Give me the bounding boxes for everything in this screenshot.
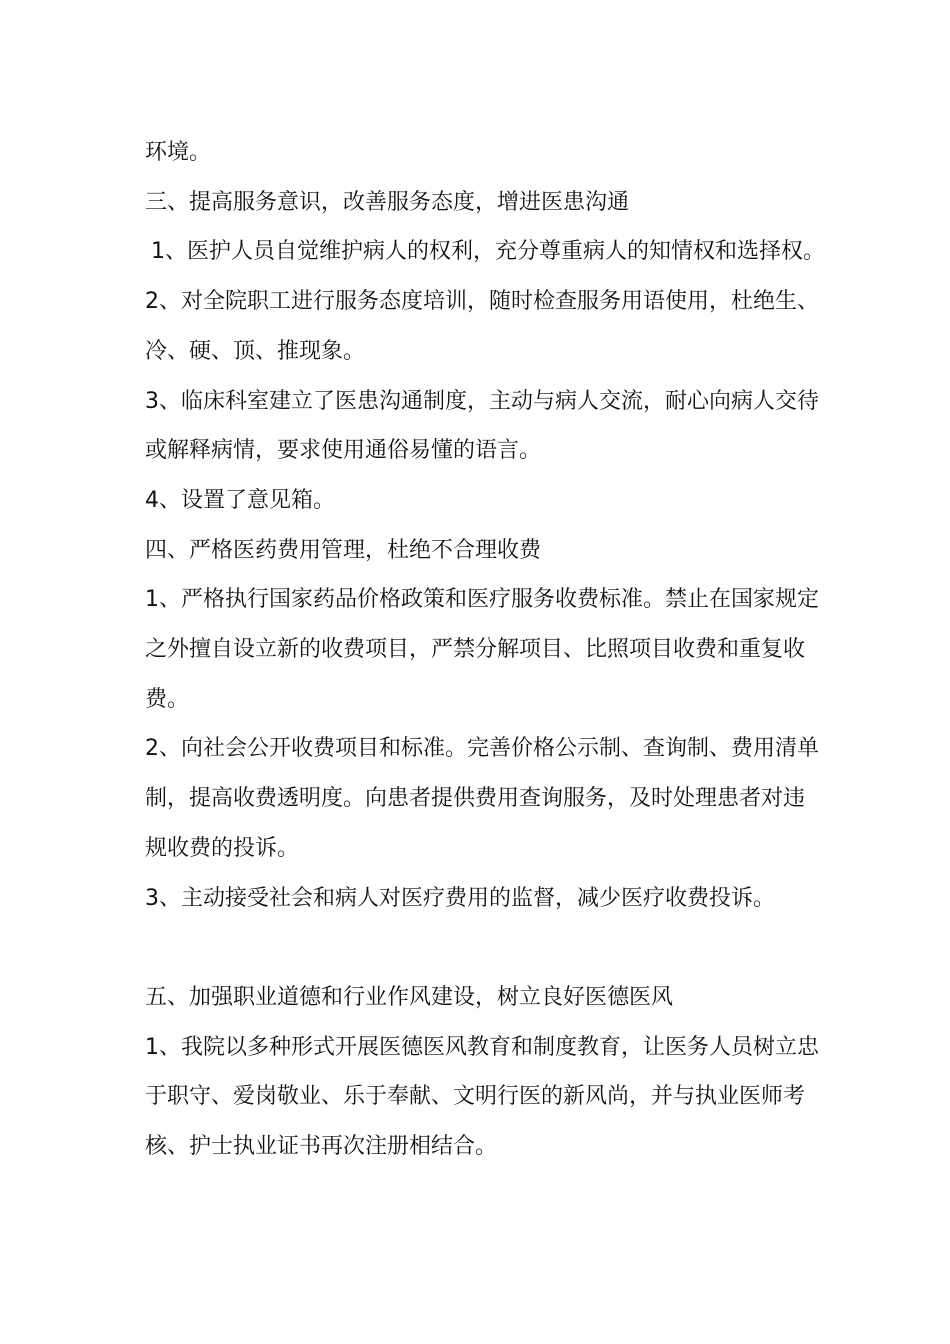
paragraph-3-1: 1、医护人员自觉维护病人的权利，充分尊重病人的知情权和选择权。	[151, 239, 825, 265]
paragraph-continuation: 环境。	[145, 140, 212, 165]
paragraph-5-1: 1、我院以多种形式开展医德医风教育和制度教育，让医务人员树立忠于职守、爱岗敬业、乐于奉献、文明行医的新风尚，并与执业医师考核、护士执业证书再次注册相结合。	[145, 1034, 819, 1160]
section-heading-5: 五、加强职业道德和行业作风建设，树立良好医德医风	[145, 984, 674, 1010]
paragraph-4-2: 2、向社会公开收费项目和标准。完善价格公示制、查询制、费用清单制，提高收费透明度。向患者提供费用查询服务，及时处理患者对违规收费的投诉。	[145, 736, 819, 861]
paragraph-4-3: 3、主动接受社会和病人对医疗费用的监督，减少医疗收费投诉。	[145, 885, 775, 911]
paragraph-4-1: 1、严格执行国家药品价格政策和医疗服务收费标准。禁止在国家规定之外擅自设立新的收费项目，严禁分解项目、比照项目收费和重复收费。	[145, 587, 819, 712]
paragraph-3-3: 3、临床科室建立了医患沟通制度，主动与病人交流，耐心向病人交待或解释病情，要求使用通俗易懂的语言。	[145, 388, 819, 464]
document-body	[145, 128, 825, 1172]
blank-line	[145, 923, 825, 973]
paragraph-3-2: 2、对全院职工进行服务态度培训，随时检查服务用语使用，杜绝生、冷、硬、顶、推现象。	[145, 289, 819, 364]
section-heading-3: 三、提高服务意识，改善服务态度，增进医患沟通	[145, 189, 630, 215]
section-heading-4: 四、严格医药费用管理，杜绝不合理收费	[145, 537, 542, 563]
paragraph-3-4: 4、设置了意见箱。	[145, 487, 335, 513]
